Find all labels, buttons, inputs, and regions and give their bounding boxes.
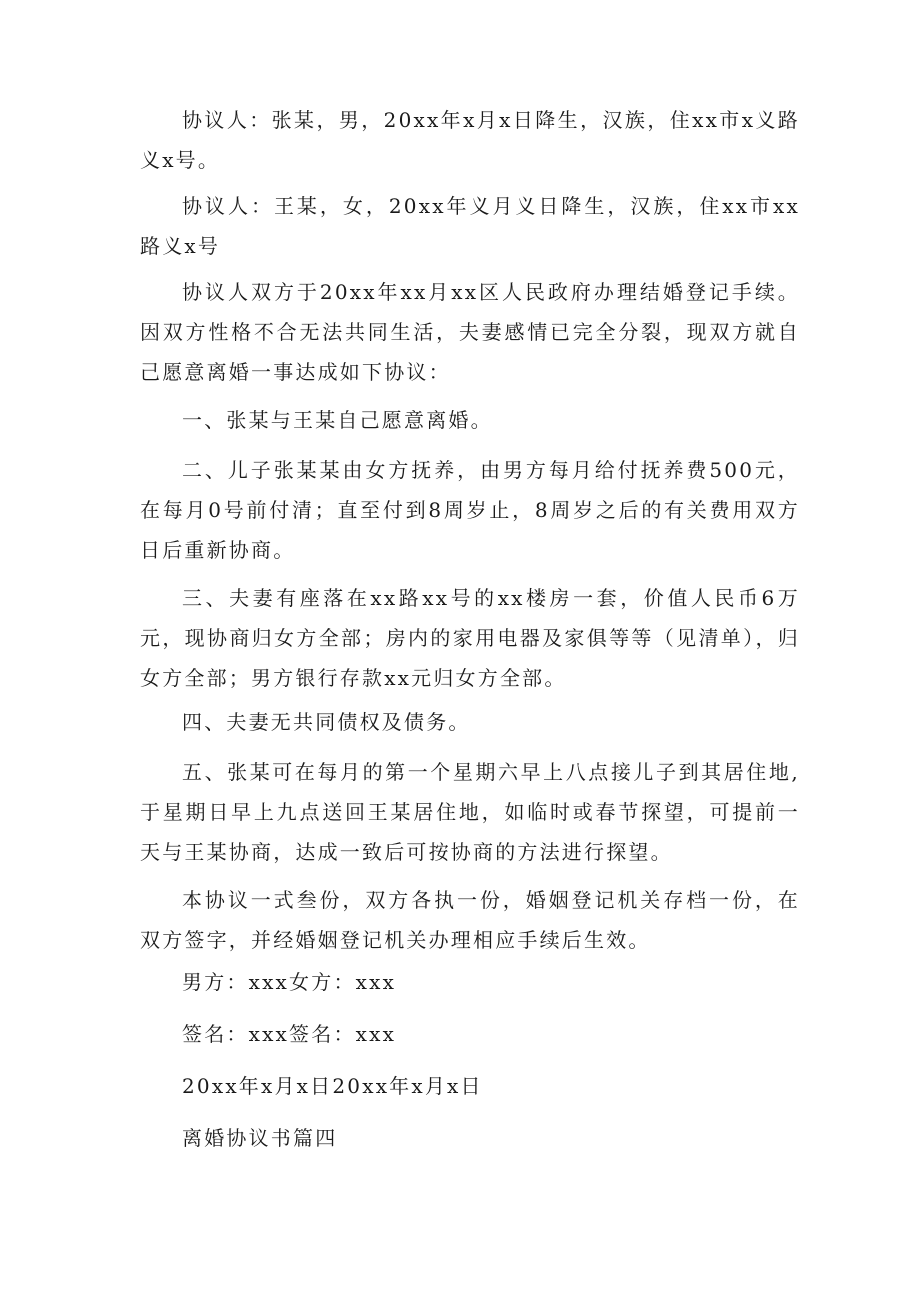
clause-4-paragraph: 四、夫妻无共同债权及债务。 [182, 710, 471, 734]
date-line: 20xx年x月x日20xx年x月x日 [182, 1074, 483, 1098]
agreement-copies-paragraph: 本协议一式叁份，双方各执一份，婚姻登记机关存档一份，在双方签字，并经婚姻登记机关办理相应手续后生效。 [140, 888, 800, 952]
clause-2-paragraph: 二、儿子张某某由女方抚养，由男方每月给付抚养费500元，在每月0号前付清；直至付到8周岁止，8周岁之后的有关费用双方日后重新协商。 [140, 458, 800, 562]
clause-3-paragraph: 三、夫妻有座落在xx路xx号的xx楼房一套，价值人民币6万元，现协商归女方全部；房内的家用电器及家俱等等（见清单），归女方全部；男方银行存款xx元归女方全部。 [140, 586, 800, 690]
clause-5-paragraph: 五、张某可在每月的第一个星期六早上八点接儿子到其居住地,于星期日早上九点送回王某居住地，如临时或春节探望，可提前一天与王某协商，达成一致后可按协商的方法进行探望。 [140, 760, 800, 864]
clause-1-paragraph: 一、张某与王某自己愿意离婚。 [182, 408, 493, 432]
signature-line: 男方：xxx女方：xxx [182, 970, 397, 994]
sign-name-line: 签名：xxx签名：xxx [182, 1022, 397, 1046]
section-title: 离婚协议书篇四 [182, 1126, 338, 1150]
party-female-paragraph: 协议人：王某，女，20xx年义月义日降生，汉族，住xx市xx路义x号 [140, 194, 800, 258]
party-male-paragraph: 协议人：张某，男，20xx年x月x日降生，汉族，住xx市x义路义x号。 [140, 108, 800, 172]
marriage-registration-paragraph: 协议人双方于20xx年xx月xx区人民政府办理结婚登记手续。因双方性格不合无法共同生活，夫妻感情已完全分裂，现双方就自己愿意离婚一事达成如下协议： [140, 280, 800, 384]
